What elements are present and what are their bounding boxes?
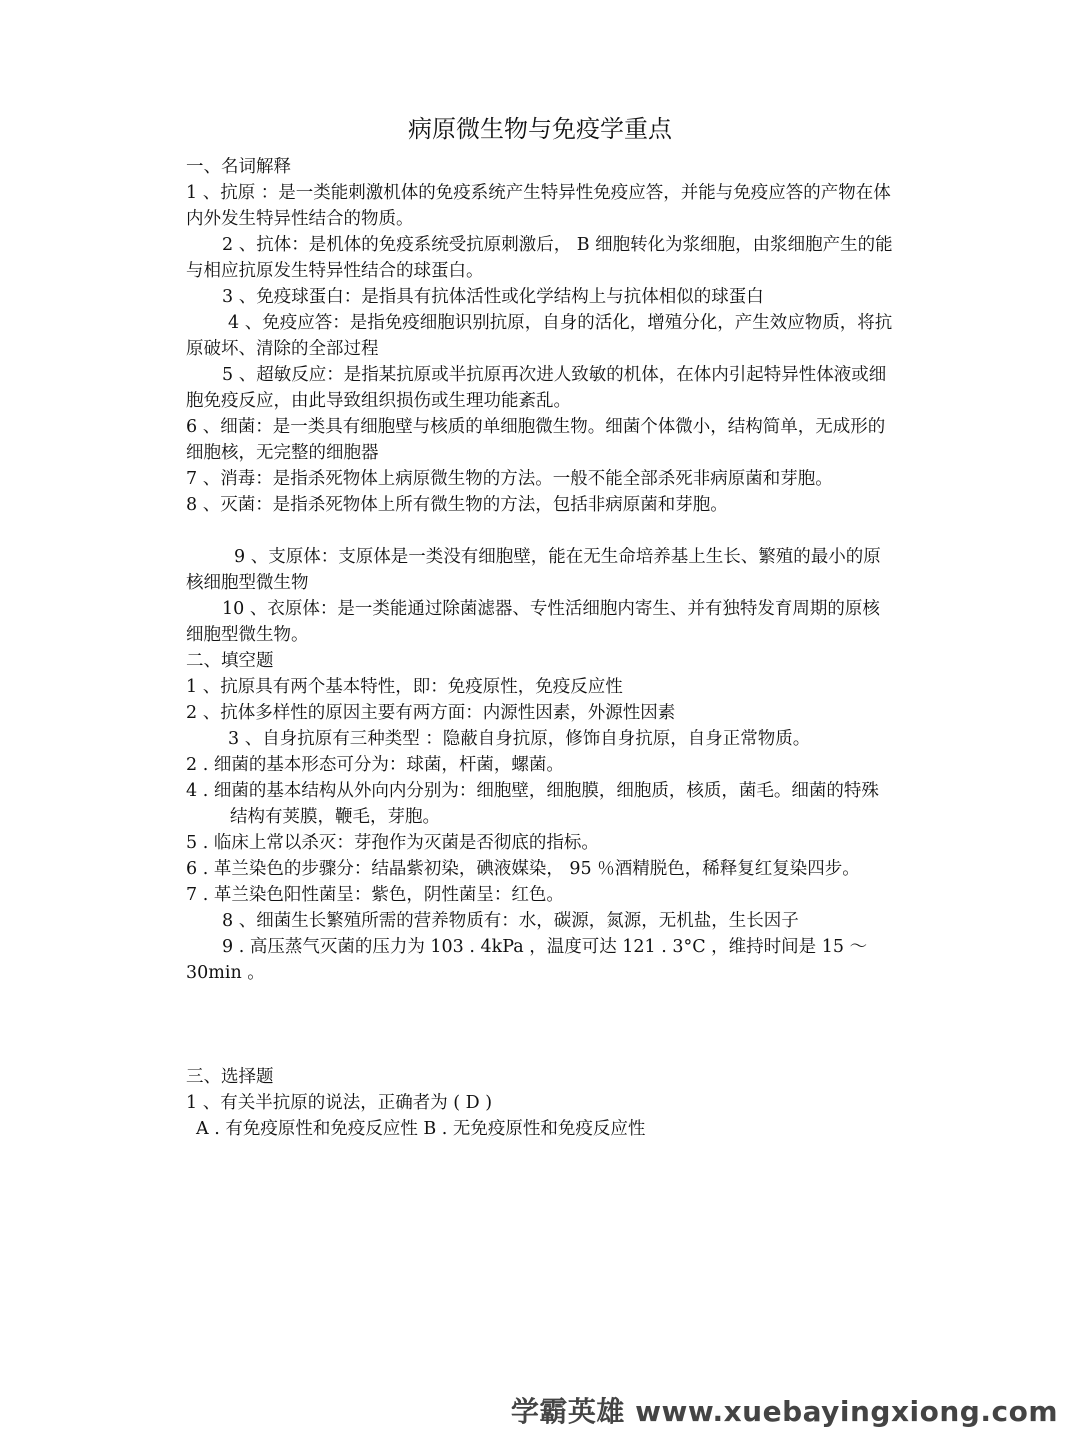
definition-item: 9 、支原体：支原体是一类没有细胞壁，能在无生命培养基上生长、繁殖的最小的原核细胞型微生物 bbox=[186, 547, 881, 593]
fill-in-item: 7 . 革兰染色阳性菌呈：紫色，阴性菌呈：红色。 bbox=[186, 885, 564, 905]
definition-item: 7 、消毒：是指杀死物体上病原微生物的方法。一般不能全部杀死非病原菌和芽胞。 bbox=[186, 469, 833, 489]
definition-item: 8 、灭菌：是指杀死物体上所有微生物的方法，包括非病原菌和芽胞。 bbox=[186, 495, 728, 515]
section-heading-choice: 三、选择题 bbox=[186, 1067, 274, 1087]
section-heading-definitions: 一、名词解释 bbox=[186, 157, 291, 177]
document-body bbox=[186, 154, 896, 1142]
fill-in-item: 3 、自身抗原有三种类型 ：隐蔽自身抗原，修饰自身抗原，自身正常物质。 bbox=[228, 729, 811, 749]
fill-in-item: 9 . 高压蒸气灭菌的压力为 103 . 4kPa ，温度可达 121 . 3°C ，维持时间是 15 ～ 30min 。 bbox=[186, 937, 868, 983]
definition-item: 3 、免疫球蛋白：是指具有抗体活性或化学结构上与抗体相似的球蛋白 bbox=[222, 287, 764, 307]
fill-in-item: 6 . 革兰染色的步骤分：结晶紫初染，碘液媒染， 95 ％酒精脱色，稀释复红复染四步。 bbox=[186, 859, 860, 879]
definition-item: 4 、免疫应答：是指免疫细胞识别抗原，自身的活化，增殖分化，产生效应物质，将抗原破坏、清除的全部过程 bbox=[186, 313, 893, 359]
fill-in-item: 2 . 细菌的基本形态可分为：球菌，杆菌，螺菌。 bbox=[186, 755, 564, 775]
choice-options: A . 有免疫原性和免疫反应性 B . 无免疫原性和免疫反应性 bbox=[196, 1119, 646, 1139]
choice-question: 1 、有关半抗原的说法，正确者为 ( D ) bbox=[186, 1093, 493, 1113]
definition-item: 1 、抗原 ：是一类能刺激机体的免疫系统产生特异性免疫应答，并能与免疫应答的产物在体内外发生特异性结合的物质。 bbox=[186, 183, 891, 229]
fill-in-item: 2 、抗体多样性的原因主要有两方面：内源性因素，外源性因素 bbox=[186, 703, 676, 723]
definition-item: 10 、衣原体：是一类能通过除菌滤器、专性活细胞内寄生、并有独特发育周期的原核细胞型微生物。 bbox=[186, 599, 880, 645]
definition-item: 5 、超敏反应：是指某抗原或半抗原再次进人致敏的机体，在体内引起特异性体液或细胞免疫反应，由此导致组织损伤或生理功能紊乱。 bbox=[186, 365, 887, 411]
fill-in-item: 1 、抗原具有两个基本特性，即：免疫原性，免疫反应性 bbox=[186, 677, 623, 697]
fill-in-item: 8 、细菌生长繁殖所需的营养物质有：水，碳源，氮源，无机盐，生长因子 bbox=[222, 911, 799, 931]
watermark: 学霸英雄 www.xuebayingxiong.com bbox=[510, 1395, 1058, 1428]
page-title: 病原微生物与免疫学重点 bbox=[408, 115, 672, 143]
fill-in-item: 4 . 细菌的基本结构从外向内分别为：细胞壁，细胞膜，细胞质，核质，菌毛。细菌的特殊结构有荚膜，鞭毛，芽胞。 bbox=[186, 781, 879, 827]
fill-in-item: 5 . 临床上常以杀灭：芽孢作为灭菌是否彻底的指标。 bbox=[186, 833, 599, 853]
definition-item: 2 、抗体：是机体的免疫系统受抗原刺激后， B 细胞转化为浆细胞，由浆细胞产生的能与相应抗原发生特异性结合的球蛋白。 bbox=[186, 235, 893, 281]
section-heading-fill-in: 二、填空题 bbox=[186, 651, 274, 671]
definition-item: 6 、细菌：是一类具有细胞壁与核质的单细胞微生物。细菌个体微小，结构简单，无成形的细胞核，无完整的细胞器 bbox=[186, 417, 886, 463]
